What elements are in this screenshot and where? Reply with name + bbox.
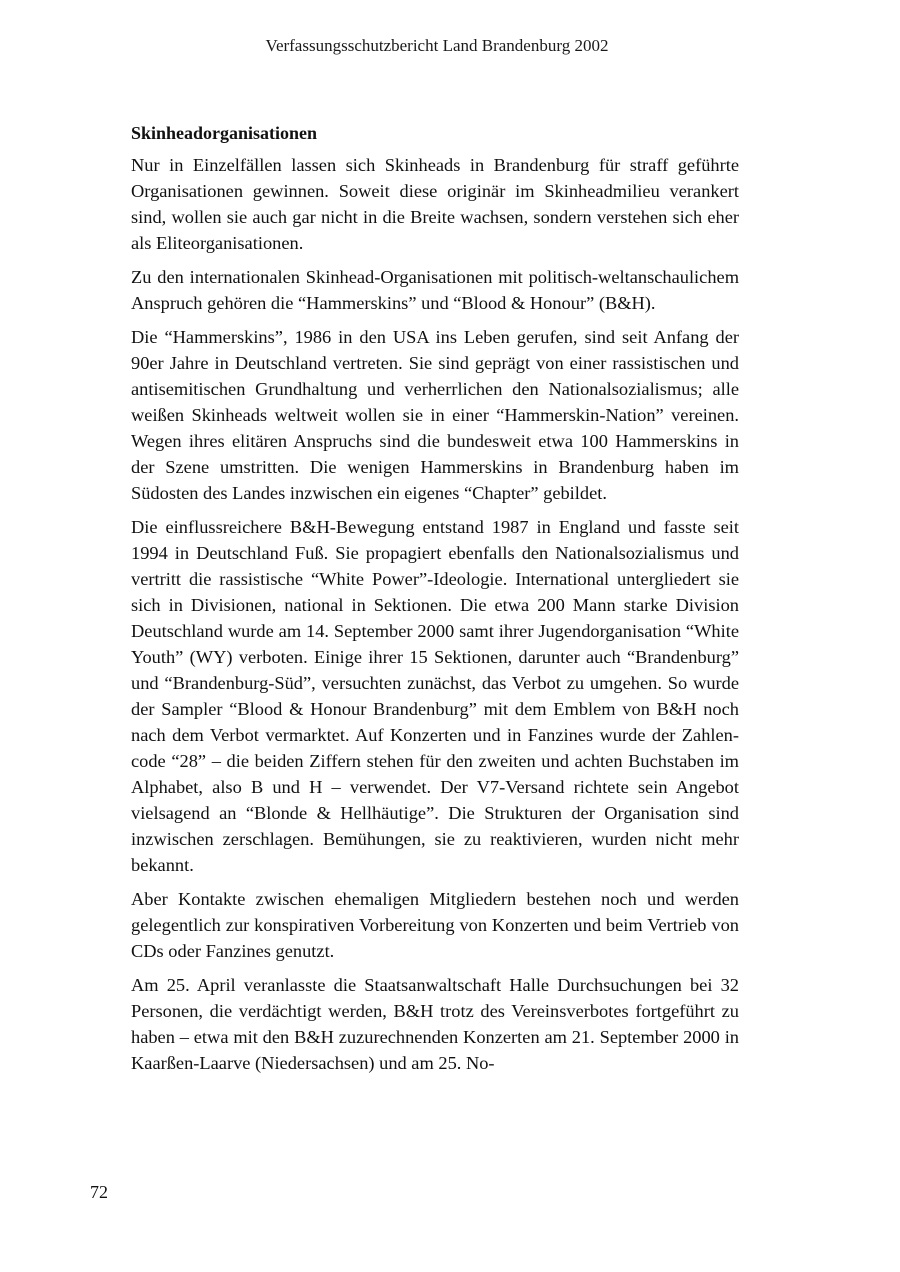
page-number: 72 xyxy=(90,1182,108,1202)
paragraph-3: Die “Hammerskins”, 1986 in den USA ins Leben gerufen, sind seit Anfang der 90er Jahre in Deutschland vertreten. Sie sind geprägt von einer rassistischen und antisemitischen Grundhaltung und verherrlichen den Nationalsozialismus; alle weißen Skinheads weltweit wollen sie in einer “Hammerskin-Nation” vereinen. Wegen ihres elitären Anspruchs sind die bundesweit etwa 100 Hammerskins in der Szene umstritten. Die wenigen Hammerskins in Brandenburg haben im Südosten des Landes inzwischen ein eigenes “Chapter” gebildet. xyxy=(131,327,739,503)
paragraph-1: Nur in Einzelfällen lassen sich Skinheads in Brandenburg für straff geführte Organisationen gewinnen. Soweit diese originär im Skinheadmilieu verankert sind, wollen sie auch gar nicht in die Breite wachsen, sondern verstehen sich eher als Eliteorganisationen. xyxy=(131,155,739,253)
paragraph-5: Aber Kontakte zwischen ehemaligen Mitgliedern bestehen noch und werden gelegentlich zur konspirativen Vorbereitung von Konzerten und beim Vertrieb von CDs oder Fanzines genutzt. xyxy=(131,889,739,961)
main-content xyxy=(131,120,739,1084)
running-header: Verfassungsschutzbericht Land Brandenburg 2002 xyxy=(265,36,609,55)
paragraph-2: Zu den internationalen Skinhead-Organisationen mit politisch-weltanschaulichem Anspruch gehören die “Hammerskins” und “Blood & Honour” (B&H). xyxy=(131,267,739,313)
section-heading: Skinheadorganisationen xyxy=(131,123,318,143)
paragraph-4: Die einflussreichere B&H-Bewegung entstand 1987 in England und fasste seit 1994 in Deutschland Fuß. Sie propagiert ebenfalls den Nationalsozialismus und vertritt die rassistische “White Power”-Ideologie. International untergliedert sie sich in Divisionen, national in Sektionen. Die etwa 200 Mann starke Division Deutschland wurde am 14. September 2000 samt ihrer Jugendorganisation “White Youth” (WY) verboten. Einige ihrer 15 Sektionen, darunter auch “Brandenburg” und “Brandenburg-Süd”, versuchten zunächst, das Verbot zu umgehen. So wurde der Sampler “Blood & Honour Brandenburg” mit dem Emblem von B&H noch nach dem Verbot vermarktet. Auf Konzerten und in Fanzines wurde der Zahlencode “28” – die beiden Ziffern stehen für den zweiten und achten Buchstaben im Alphabet, also B und H – verwendet. Der V7-Versand richtete sein Angebot vielsagend an “Blonde & Hellhäutige”. Die Strukturen der Organisation sind inzwischen zerschlagen. Bemühungen, sie zu reaktivieren, wurden nicht mehr bekannt. xyxy=(131,517,739,875)
paragraph-6: Am 25. April veranlasste die Staatsanwaltschaft Halle Durchsuchungen bei 32 Personen, die verdächtigt werden, B&H trotz des Vereinsverbotes fortgeführt zu haben – etwa mit den B&H zuzurechnenden Konzerten am 21. September 2000 in Kaarßen-Laarve (Niedersachsen) und am 25. No- xyxy=(131,975,739,1073)
